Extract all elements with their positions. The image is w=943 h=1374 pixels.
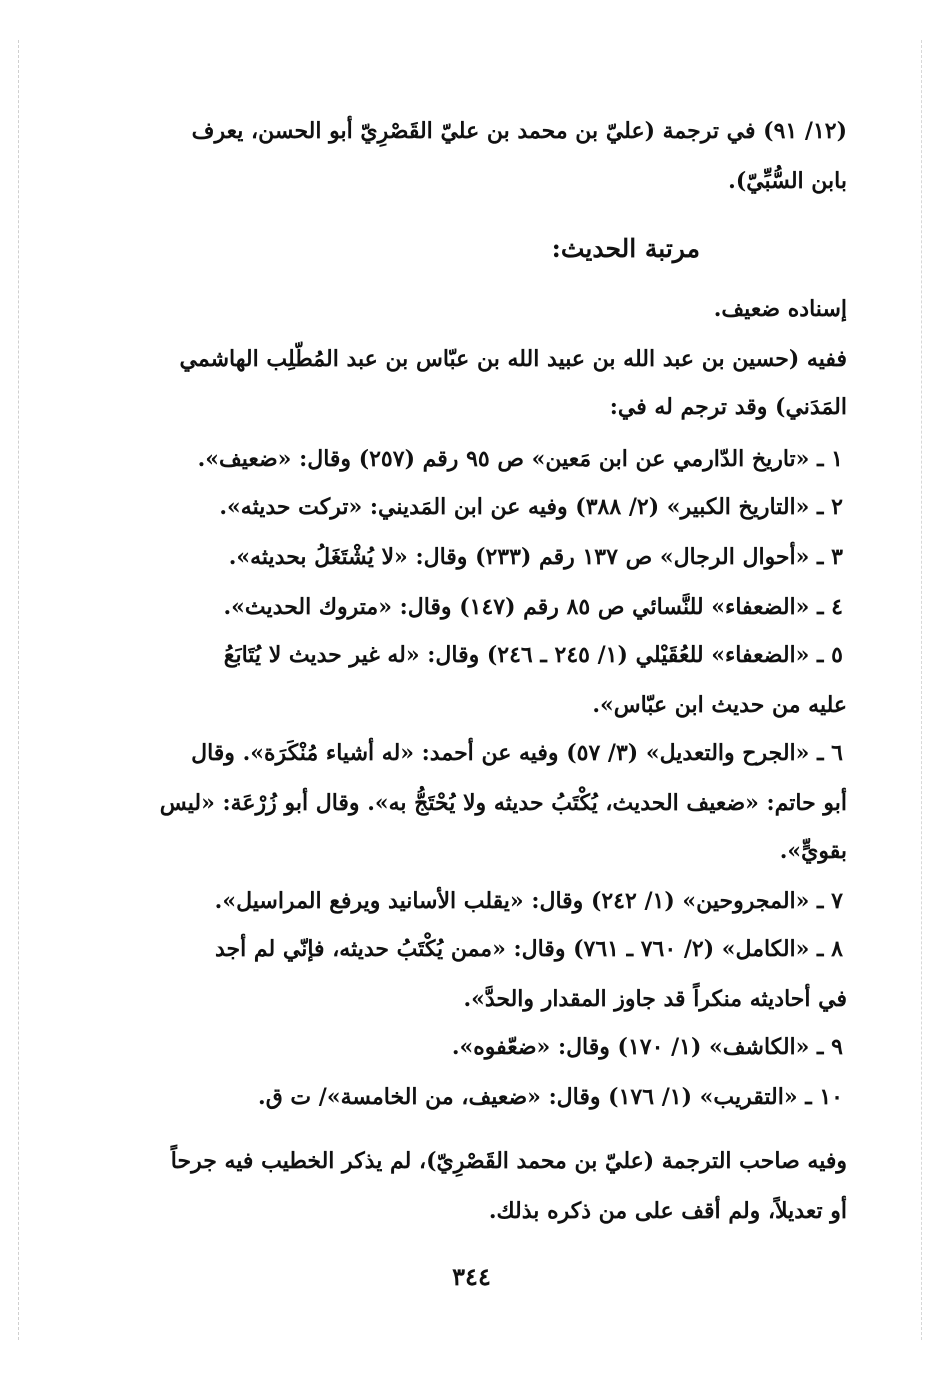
source-item-1: ١ ـ «تاريخ الدّارمي عن ابن مَعين» ص ٩٥ رقم (٢٥٧) وقال: «ضعيف». [197,446,843,472]
source-item-5-line-1: ٥ ـ «الضعفاء» للعُقَيْلي (١/ ٢٤٥ ـ ٢٤٦) وقال: «له غير حديث لا يُتَابَعُ [223,642,843,668]
page-number: ٣٤٤ [452,1262,491,1291]
source-item-4: ٤ ـ «الضعفاء» للنَّسائي ص ٨٥ رقم (١٤٧) وقال: «متروك الحديث». [223,594,843,620]
source-item-10: ١٠ ـ «التقريب» (١/ ١٧٦) وقال: «ضعيف، من الخامسة»/ ت ق. [258,1084,843,1110]
opening-line-2: بابن السُّبِّيّ). [728,168,847,194]
source-item-6-line-3: بقويٍّ». [779,838,847,864]
intro-line-2: المَدَني) وقد ترجم له في: [609,394,847,420]
closing-line-2: أو تعديلاً، ولم أقف على من ذكره بذلك. [488,1198,847,1224]
scan-edge-left [18,40,20,1340]
section-heading: مرتبة الحديث: [551,234,700,263]
source-item-2: ٢ ـ «التاريخ الكبير» (٢/ ٣٨٨) وفيه عن ابن المَديني: «تركت حديثه». [219,494,843,520]
source-item-9: ٩ ـ «الكاشف» (١/ ١٧٠) وقال: «ضعّفوه». [451,1034,843,1060]
isnad-status: إسناده ضعيف. [713,296,847,322]
scan-edge-right [921,40,923,1340]
source-item-8-line-2: في أحاديثه منكراً قد جاوز المقدار والحدَّ». [463,986,847,1012]
closing-line-1: وفيه صاحب الترجمة (عليّ بن محمد القَصْرِيّ)، لم يذكر الخطيب فيه جرحاً [170,1148,847,1174]
opening-line-1: (١٢/ ٩١) في ترجمة (عليّ بن محمد بن عليّ القَصْرِيّ أبو الحسن، يعرف [191,118,847,144]
source-item-3: ٣ ـ «أحوال الرجال» ص ١٣٧ رقم (٢٣٣) وقال: «لا يُشْتَغَلُ بحديثه». [228,544,843,570]
source-item-6-line-2: أبو حاتم: «ضعيف الحديث، يُكْتَبُ حديثه ولا يُحْتَجُّ به». وقال أبو زُرْعَة: «ليس [159,790,847,816]
source-item-8-line-1: ٨ ـ «الكامل» (٢/ ٧٦٠ ـ ٧٦١) وقال: «ممن يُكْتَبُ حديثه، فإنّي لم أجد [214,936,843,962]
source-item-7: ٧ ـ «المجروحين» (١/ ٢٤٢) وقال: «يقلب الأسانيد ويرفع المراسيل». [214,888,843,914]
source-item-5-line-2: عليه من حديث ابن عبّاس». [592,692,847,718]
source-item-6-line-1: ٦ ـ «الجرح والتعديل» (٣/ ٥٧) وفيه عن أحمد: «له أشياء مُنْكَرَة». وقال [191,740,843,766]
intro-line-1: ففيه (حسين بن عبد الله بن عبيد الله بن عبّاس بن عبد المُطّلِب الهاشمي [179,346,847,372]
